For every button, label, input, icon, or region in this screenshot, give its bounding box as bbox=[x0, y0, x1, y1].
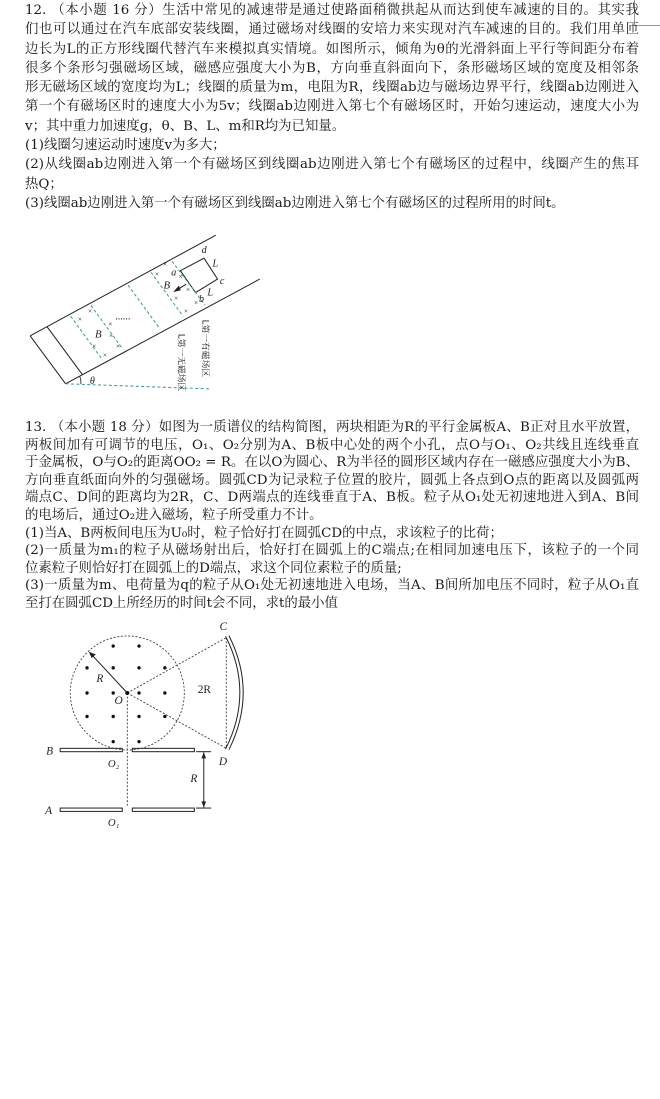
coil-vertex-d: d bbox=[201, 244, 207, 256]
coil-side-L: L bbox=[212, 258, 219, 270]
text-line: (2)从线圈ab边刚进入第一个有磁场区到线圈ab边刚进入第七个有磁场区的过程中，线圈产生的焦耳 bbox=[25, 157, 639, 173]
field-out-of-page-dot bbox=[163, 666, 166, 669]
coil-vertex-a: a bbox=[171, 267, 177, 279]
text-line: (3)一质量为m、电荷量为q的粒子从O₁处无初速地进入电场，当A、B间所加电压不同时，粒子从O₁直 bbox=[25, 578, 639, 594]
field-label-B: B bbox=[94, 328, 102, 341]
incline-end-outer bbox=[30, 336, 65, 384]
question-12-text bbox=[25, 1, 639, 213]
plate-B-right bbox=[132, 748, 194, 751]
incline-end-inner bbox=[47, 327, 82, 375]
text-line: 的电场后，通过O₂进入磁场，粒子所受重力不计。 bbox=[25, 507, 323, 523]
text-line: 12. （本小题 16 分）生活中常见的减速带是通过使路面稍微拱起从而达到使车减速的目的。其实我 bbox=[25, 3, 639, 18]
field-out-of-page-dot bbox=[112, 666, 115, 669]
coil-vertex-c: c bbox=[219, 276, 225, 288]
field-into-page-mark: × bbox=[154, 269, 160, 279]
plate-B-left bbox=[60, 748, 122, 751]
coil-vertex-b: b bbox=[198, 294, 205, 306]
text-line: v；其中重力加速度g，θ、B、L、m和R均为已知量。 bbox=[25, 118, 346, 134]
nofield-zone-label: L第一无磁场区 bbox=[175, 333, 186, 392]
field-boundary bbox=[128, 285, 160, 329]
text-line: 方向垂直纸面向外的匀强磁场。圆弧CD为记录粒子位置的胶片，圆弧上各点到O点的距离以及圆弧两 bbox=[25, 472, 639, 488]
field-out-of-page-dot bbox=[137, 691, 140, 694]
field-label-B: B bbox=[163, 279, 171, 292]
field-into-page-mark: × bbox=[162, 259, 168, 269]
text-line: 13. （本小题 18 分）如图为一质谱仪的结构简图，两块相距为R的平行金属板A、B正对且水平放置， bbox=[25, 420, 639, 435]
field-out-of-page-dot bbox=[85, 666, 88, 669]
label-O2: O₂ bbox=[107, 757, 120, 770]
text-line: 形无磁场区域的宽度均为L；线圈的质量为m，电阻为R，线圈ab边与磁场边界平行，线圈ab边刚进入 bbox=[25, 80, 639, 96]
field-into-page-mark: × bbox=[193, 297, 199, 307]
field-into-page-mark: × bbox=[108, 330, 114, 340]
label-D: D bbox=[218, 756, 228, 769]
label-R-radius: R bbox=[96, 672, 104, 685]
plate-A-right bbox=[132, 808, 194, 811]
field-out-of-page-dot bbox=[112, 691, 115, 694]
field-into-page-mark: × bbox=[115, 341, 121, 351]
text-line: 于金属板，O与O₂的距离OO₂ = R。在以O为圆心、R为半径的圆形区域内存在一磁感应强度大小为B、 bbox=[25, 455, 639, 471]
label-A: A bbox=[45, 805, 53, 818]
label-O1: O₁ bbox=[107, 817, 120, 830]
plate-A-left bbox=[60, 808, 122, 811]
field-into-page-mark: × bbox=[185, 284, 191, 294]
text-line: 们也可以通过在汽车底部安装线圈，通过磁场对线圈的安培力来实现对汽车减速的目的。我们用单匝 bbox=[25, 22, 639, 38]
center-point-O bbox=[125, 691, 129, 695]
question-13-text bbox=[25, 419, 639, 613]
text-line: 热Q； bbox=[25, 176, 63, 192]
dimension-arrow-head bbox=[201, 752, 206, 758]
field-into-page-mark: × bbox=[91, 341, 97, 351]
field-out-of-page-dot bbox=[112, 644, 115, 647]
field-out-of-page-dot bbox=[137, 666, 140, 669]
field-into-page-mark: × bbox=[77, 314, 83, 324]
label-B: B bbox=[46, 745, 54, 758]
label-O: O bbox=[114, 695, 123, 708]
dimension-arrow-head bbox=[201, 801, 206, 807]
field-out-of-page-dot bbox=[85, 715, 88, 718]
text-line: 第一个有磁场区时的速度大小为5v；线圈ab边刚进入第七个有磁场区时，开始匀速运动，速度大小为 bbox=[25, 99, 639, 115]
field-into-page-mark: × bbox=[178, 272, 184, 282]
text-line: 边长为L的正方形线圈代替汽车来模拟真实情境。如图所示，倾角为θ的光滑斜面上平行等间距分布着 bbox=[25, 41, 639, 57]
text-line: 端点C、D间的距离均为2R，C、D两端点的连线垂直于A、B板。粒子从O₁处无初速地进入到A、B间 bbox=[25, 490, 639, 506]
field-into-page-mark: × bbox=[107, 319, 113, 329]
field-into-page-mark: × bbox=[102, 350, 108, 360]
field-into-page-mark: × bbox=[173, 293, 179, 303]
ellipsis: ...... bbox=[115, 311, 131, 323]
coil-side-L: L bbox=[207, 287, 214, 299]
text-line: 位素粒子则恰好打在圆弧上的D端点，求这个同位素粒子的质量; bbox=[25, 560, 402, 576]
text-line: 两板间加有可调节的电压，O₁、O₂分别为A、B板中心处的两个小孔，点O与O₁、O₂共线且连线垂直 bbox=[25, 437, 639, 453]
field-zone-label: L第一有磁场区 bbox=[199, 319, 210, 378]
text-line: 很多个条形匀强磁场区域，磁感应强度大小为B，方向垂直斜面向下，条形磁场区域的宽度及相邻条 bbox=[25, 60, 639, 76]
angle-theta: θ bbox=[89, 375, 95, 387]
field-out-of-page-dot bbox=[85, 691, 88, 694]
incline-magnetic-strips-figure bbox=[20, 235, 280, 411]
label-2R: 2R bbox=[197, 683, 212, 696]
field-out-of-page-dot bbox=[163, 715, 166, 718]
field-out-of-page-dot bbox=[137, 644, 140, 647]
label-R-gap: R bbox=[190, 772, 198, 785]
theta-arc bbox=[80, 376, 81, 384]
field-out-of-page-dot bbox=[112, 740, 115, 743]
line-O-D bbox=[127, 693, 226, 748]
field-out-of-page-dot bbox=[163, 691, 166, 694]
text-line: (1)当A、B两板间电压为U₀时，粒子恰好打在圆弧CD的中点，求该粒子的比荷； bbox=[25, 525, 503, 541]
text-line: 至打在圆弧CD上所经历的时间t会不同，求t的最小值 bbox=[25, 595, 338, 611]
film-arc-CD bbox=[226, 636, 244, 750]
text-line: (2)一质量为m₁的粒子从磁场射出后，恰好打在圆弧上的C端点;在相同加速电压下，该粒子的一个同 bbox=[25, 543, 639, 559]
field-out-of-page-dot bbox=[137, 740, 140, 743]
arrow-head bbox=[175, 287, 180, 292]
horizontal-reference bbox=[66, 384, 210, 389]
label-C: C bbox=[219, 621, 228, 634]
mass-spectrometer-figure bbox=[30, 614, 290, 829]
field-out-of-page-dot bbox=[137, 715, 140, 718]
field-into-page-mark: × bbox=[183, 306, 189, 316]
line-O-C bbox=[127, 638, 226, 693]
field-out-of-page-dot bbox=[112, 715, 115, 718]
text-line: (3)线圈ab边刚进入第一个有磁场区到线圈ab边刚进入第七个有磁场区的过程所用的时间t。 bbox=[25, 195, 565, 211]
text-line: (1)线圈匀速运动时速度v为多大； bbox=[25, 138, 226, 154]
field-into-page-mark: × bbox=[87, 306, 93, 316]
radius-arrow-head bbox=[89, 652, 96, 658]
